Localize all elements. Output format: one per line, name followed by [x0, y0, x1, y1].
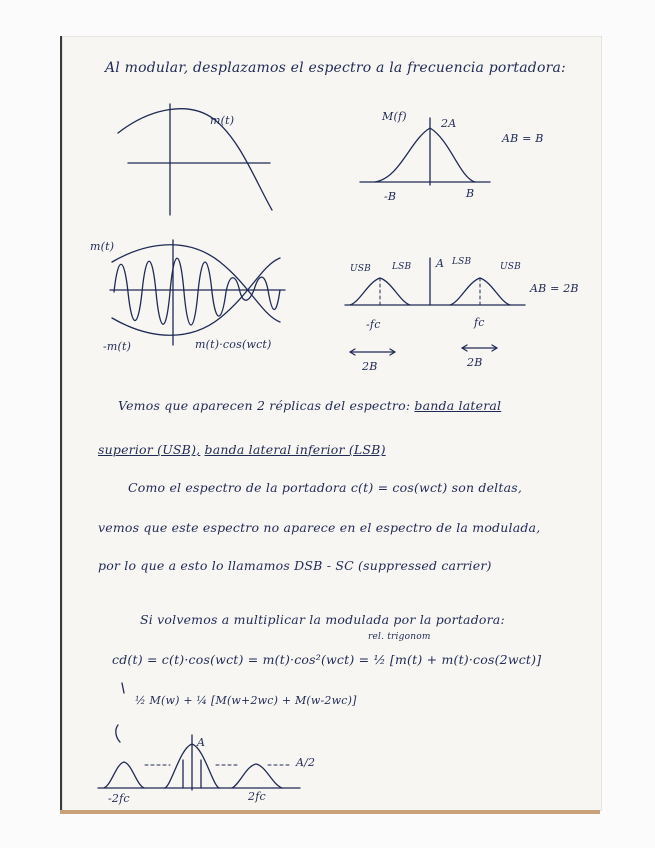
para2-line3: por lo que a esto lo llamamos DSB - SC (suppressed carrier) [98, 558, 492, 573]
para3-line1: Si volvemos a multiplicar la modulada por la portadora: [140, 612, 505, 627]
fig2-usb-left: USB [350, 264, 371, 274]
fig2-width-2: 2B [467, 356, 483, 369]
fig3-half-label: A/2 [296, 756, 316, 769]
fig1-peak-label: 2A [441, 117, 457, 130]
fig2-lsb-left: LSB [392, 262, 412, 272]
transform-arrow [122, 683, 124, 693]
fig2-usb-right: USB [500, 262, 521, 272]
fig2-neg-env-label: -m(t) [103, 340, 132, 353]
fig3-neg-2fc: -2fc [108, 792, 130, 805]
fig2-pos-fc: fc [474, 316, 485, 329]
fig2-width-1: 2B [362, 360, 378, 373]
fig2-mod-label: m(t)·cos(wct) [195, 338, 272, 351]
fig1-bandwidth: AB = B [502, 132, 544, 145]
hook-mark [116, 725, 120, 742]
fig2-time-label: m(t) [90, 240, 115, 253]
fig1-pos-b: B [466, 187, 475, 200]
fig2-bandwidth: AB = 2B [530, 282, 579, 295]
fig3-left-bell [104, 762, 144, 788]
fig1-freq-label: M(f) [382, 110, 407, 123]
para3-transform: ½ M(w) + ¼ [M(w+2wc) + M(w-2wc)] [135, 694, 357, 707]
para1-line1-text: Vemos que aparecen 2 réplicas del espectro: [118, 398, 411, 413]
fig3-peak-label: A [197, 736, 206, 749]
para2-line2: vemos que este espectro no aparece en el espectro de la modulada, [98, 520, 541, 535]
fig2-lsb-right: LSB [452, 257, 472, 267]
fig1-neg-b: -B [384, 190, 397, 203]
intro-text: Al modular, desplazamos el espectro a la frecuencia portadora: [105, 60, 566, 76]
para1-line1-underlined: banda lateral [414, 398, 502, 413]
fig3-right-bell [232, 764, 282, 788]
para3-note: rel. trigonom [368, 632, 431, 642]
para1-line2-usb: superior (USB), [98, 442, 201, 457]
para3-equation: cd(t) = c(t)·cos(wct) = m(t)·cos²(wct) = ½ [m(t) + m(t)·cos(2wct)] [112, 652, 542, 667]
fig3-pos-2fc: 2fc [248, 790, 266, 803]
fig2-neg-fc: -fc [366, 318, 381, 331]
fig1-time-label: m(t) [210, 114, 235, 127]
para1-line2-lsb: banda lateral inferior (LSB) [204, 442, 386, 457]
fig2-peak-label: A [436, 257, 445, 270]
para2-line1: Como el espectro de la portadora c(t) = cos(wct) son deltas, [128, 480, 523, 495]
